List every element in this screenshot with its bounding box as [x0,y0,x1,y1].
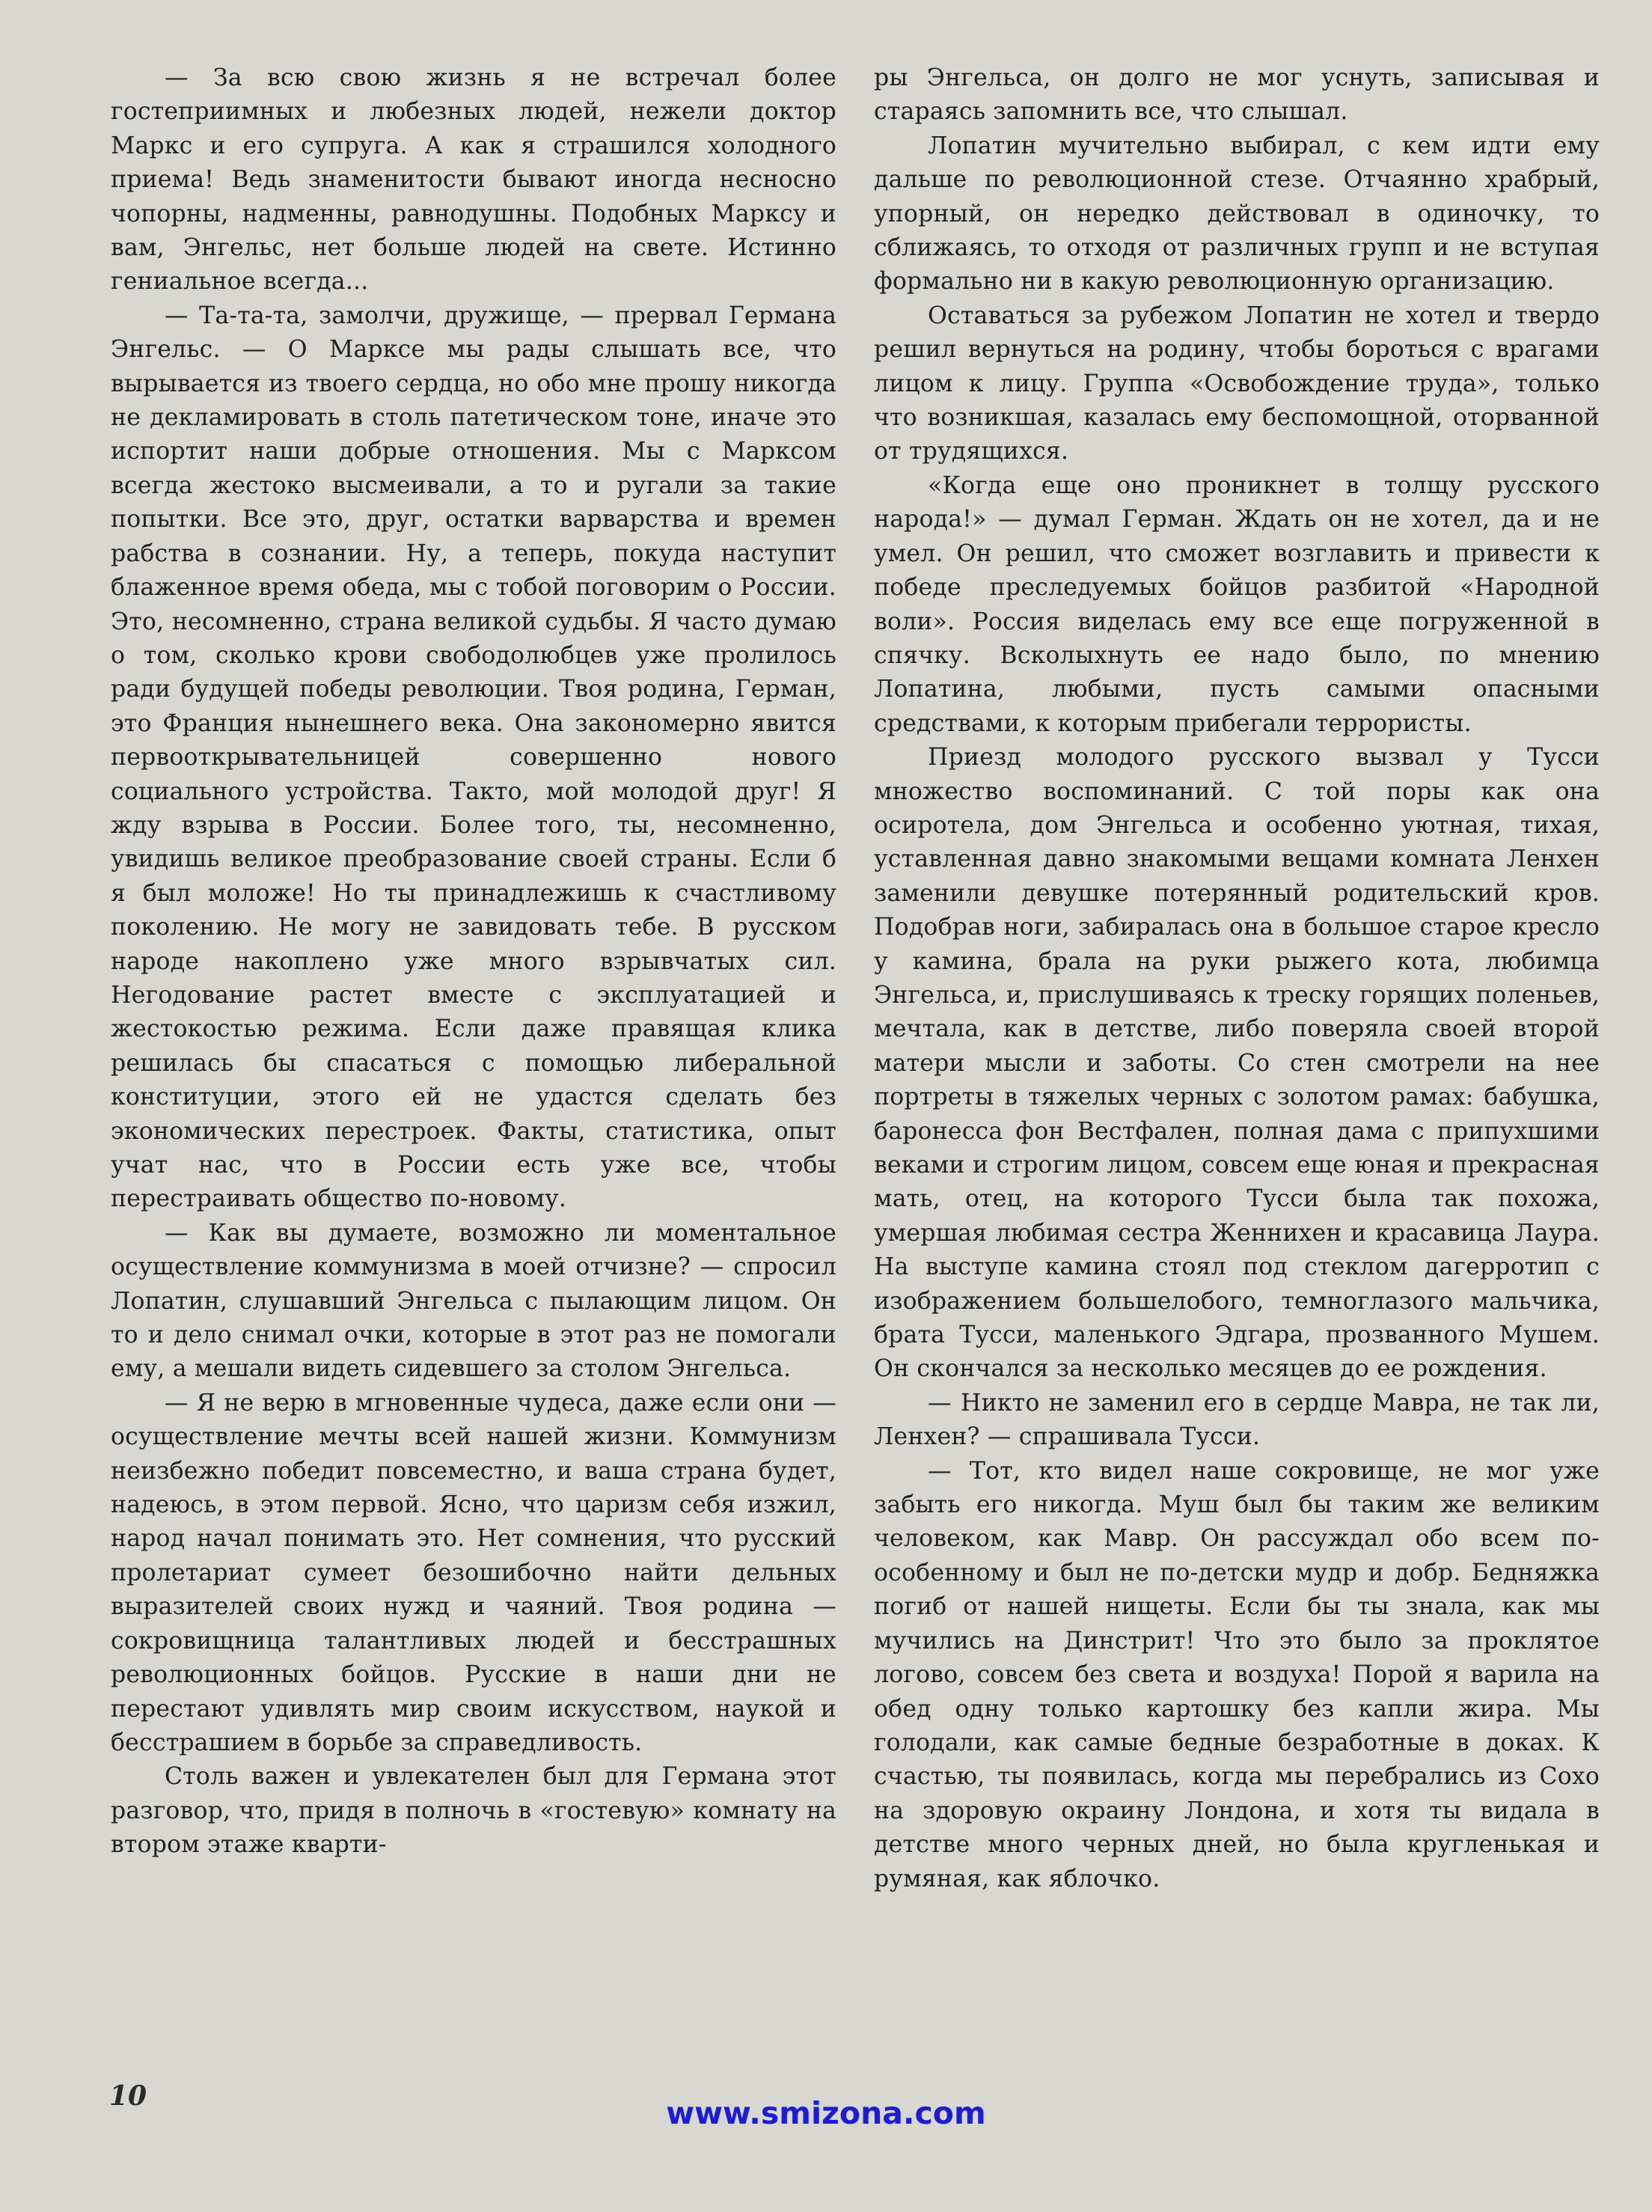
paragraph: — Никто не заменил его в сердце Мавра, не так ли, Ленхен? — спрашивала Тусси. [874,1389,1600,1451]
paragraph: — Я не верю в мгновенные чудеса, даже если они — осуществление мечты всей нашей жизни. Коммунизм неизбежно победит повсеместно, и ваша страна будет, надеюсь, в этом первой. Ясно, что царизм себя изжил, народ начал понимать это. Нет сомнения, что русский пролетариат сумеет безошибочно найти дельных выразителей своих нужд и чаяний. Твоя родина — сокровищница талантливых людей и бесстрашных революционных бойцов. Русские в наши дни не перестают удивлять мир своим искусством, наукой и бесстрашием в борьбе за справедливость. [111,1389,836,1756]
paragraph: Оставаться за рубежом Лопатин не хотел и твердо решил вернуться на родину, чтобы бороться с врагами лицом к лицу. Группа «Освобождение труда», только что возникшая, казалась ему беспомощной, оторванной от трудящихся. [874,302,1600,465]
paragraph: — Тот, кто видел наше сокровище, не мог уже забыть его никогда. Муш был бы таким же великим человеком, как Мавр. Он рассуждал обо всем по-особенному и был не по-детски мудр и добр. Бедняжка погиб от нашей нищеты. Если бы ты знала, как мы мучились на Динстрит! Что это было за проклятое логово, совсем без света и воздуха! Порой я варила на обед одну только картошку без капли жира. Мы голодали, как самые бедные безработные в доках. К счастью, ты появилась, когда мы перебрались из Сохо на здоровую окраину Лондона, и хотя ты видала в детстве много черных дней, но была кругленькая и румяная, как яблочко. [874,1457,1600,1892]
paragraph-continuation: ры Энгельса, он долго не мог уснуть, записывая и стараясь запомнить все, что слышал. [874,64,1600,126]
paragraph: — Как вы думаете, возможно ли моментальное осуществление коммунизма в моей отчизне? — спросил Лопатин, слушавший Энгельса с пылающим лицом. Он то и дело снимал очки, которые в этот раз не помогали ему, а мешали видеть сидевшего за столом Энгельса. [111,1219,836,1383]
paragraph: Столь важен и увлекателен был для Германа этот разговор, что, придя в полночь в «гостевую» комнату на втором этаже кварти- [111,1763,836,1859]
paragraph: — Та-та-та, замолчи, дружище, — прервал Германа Энгельс. — О Марксе мы рады слышать все, что вырывается из твоего сердца, но обо мне прошу никогда не декламировать в столь патетическом тоне, иначе это испортит наши добрые отношения. Мы с Марксом всегда жестоко высмеивали, а то и ругали за такие попытки. Все это, друг, остатки варварства и времен рабства в сознании. Ну, а теперь, покуда наступит блаженное время обеда, мы с тобой поговорим о России. Это, несомненно, страна великой судьбы. Я часто думаю о том, сколько крови свободолюбцев уже пролилось ради будущей победы революции. Твоя родина, Герман, это Франция нынешнего века. Она закономерно явится первооткрывательницей совершенно нового социального устройства. Такто, мой молодой друг! Я жду взрыва в России. Более того, ты, несомненно, увидишь великое преобразование своей страны. Если б я был моложе! Но ты принадлежишь к счастливому поколению. Не могу не завидовать тебе. В русском народе накоплено уже много взрывчатых сил. Негодование растет вместе с эксплуатацией и жестокостью режима. Если даже правящая клика решилась бы спасаться с помощью либеральной конституции, этого ей не удастся сделать без экономических перестроек. Факты, статистика, опыт учат нас, что в России есть уже все, чтобы перестраивать общество по-новому. [111,302,836,1213]
paragraph: Приезд молодого русского вызвал у Тусси множество воспоминаний. С той поры как она осиротела, дом Энгельса и особенно уютная, тихая, уставленная давно знакомыми вещами комната Ленхен заменили девушке потерянный родительский кров. Подобрав ноги, забиралась она в большое старое кресло у камина, брала на руки рыжего кота, любимца Энгельса, и, прислушиваясь к треску горящих поленьев, мечтала, как в детстве, либо поверяла своей второй матери мысли и заботы. Со стен смотрели на нее портреты в тяжелых черных с золотом рамах: бабушка, баронесса фон Вестфален, полная дама с припухшими веками и строгим лицом, совсем еще юная и прекрасная мать, отец, на которого Тусси была так похожа, умершая любимая сестра Женнихен и красавица Лаура. На выступе камина стоял под стеклом дагерротип с изображением большелобого, темноглазого мальчика, брата Тусси, маленького Эдгара, прозванного Мушем. Он скончался за несколько месяцев до ее рождения. [874,744,1600,1383]
left-text-column [111,61,836,1863]
watermark-link[interactable]: www.smizona.com [666,2095,986,2131]
paragraph: — За всю свою жизнь я не встречал более гостеприимных и любезных людей, нежели доктор Маркс и его супруга. А как я страшился холодного приема! Ведь знаменитости бывают иногда несносно чопорны, надменны, равнодушны. Подобных Марксу и вам, Энгельс, нет больше людей на свете. Истинно гениальное всегда... [111,64,836,296]
right-text-column [874,61,1600,1896]
page-number: 10 [109,2080,147,2112]
paragraph: Лопатин мучительно выбирал, с кем идти ему дальше по революционной стезе. Отчаянно храбрый, упорный, он нередко действовал в одиночку, то сближаясь, то отходя от различных групп и не вступая формально ни в какую революционную организацию. [874,132,1600,296]
paragraph: «Когда еще оно проникнет в толщу русского народа!» — думал Герман. Ждать он не хотел, да и не умел. Он решил, что сможет возглавить и привести к победе преследуемых бойцов разбитой «Народной воли». Россия виделась ему все еще погруженной в спячку. Всколыхнуть ее надо было, по мнению Лопатина, любыми, пусть самыми опасными средствами, к которым прибегали террористы. [874,471,1600,737]
